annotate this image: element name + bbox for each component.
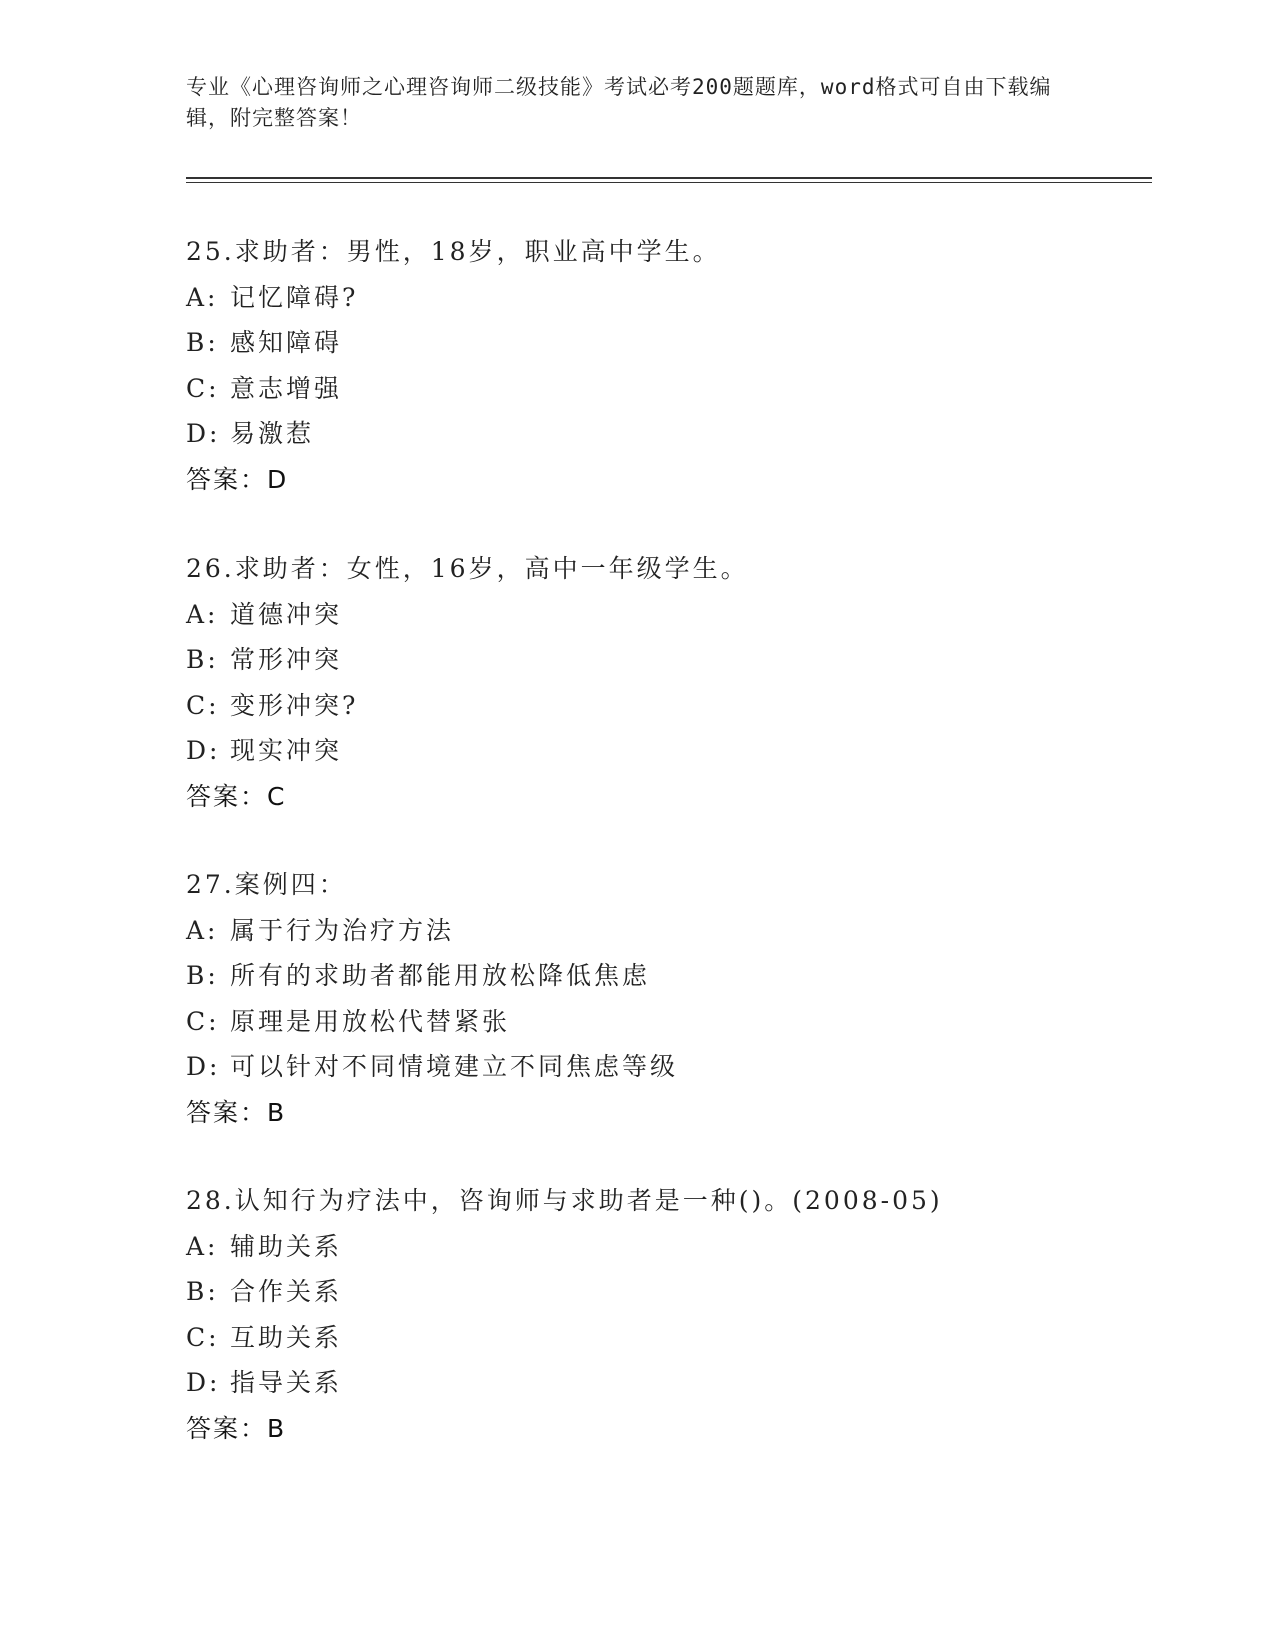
- option-letter: A:: [186, 1231, 219, 1261]
- option-text: 变形冲突?: [230, 690, 359, 720]
- option-b: [186, 1269, 1146, 1315]
- option-letter: B:: [186, 645, 219, 674]
- question-26: [186, 546, 1146, 819]
- option-text: 原理是用放松代替紧张: [230, 1006, 511, 1036]
- question-25: [186, 229, 1146, 502]
- header-divider-thin: [186, 182, 1152, 183]
- option-letter: C:: [186, 690, 220, 720]
- document-header: 专业《心理咨询师之心理咨询师二级技能》考试必考200题题库，word格式可自由下载编辑，附完整答案！: [186, 75, 1052, 130]
- question-stem: 27.案例四：: [186, 870, 347, 899]
- answer-line: 答案：D: [186, 464, 289, 494]
- option-b: [186, 953, 1146, 999]
- option-letter: A:: [186, 282, 219, 312]
- option-a: [186, 1224, 1146, 1270]
- option-text: 属于行为治疗方法: [230, 915, 455, 945]
- answer-line: 答案：C: [186, 781, 287, 811]
- option-letter: A:: [186, 599, 219, 629]
- option-text: 合作关系: [230, 1277, 343, 1306]
- option-letter: B:: [186, 328, 219, 357]
- option-text: 可以针对不同情境建立不同焦虑等级: [230, 1052, 679, 1081]
- option-a: [186, 908, 1146, 954]
- answer-line: 答案：B: [186, 1097, 287, 1127]
- option-d: [186, 728, 1146, 774]
- option-letter: D:: [186, 419, 221, 448]
- option-letter: C:: [186, 373, 220, 403]
- option-text: 易激惹: [230, 419, 315, 448]
- option-text: 指导关系: [230, 1368, 343, 1397]
- question-stem: 26.求助者：女性，16岁，高中一年级学生。: [186, 554, 749, 583]
- option-b: [186, 637, 1146, 683]
- header-divider-thick: [186, 177, 1152, 179]
- option-d: [186, 411, 1146, 457]
- option-letter: B:: [186, 1277, 219, 1306]
- option-c: [186, 366, 1146, 412]
- option-c: [186, 1315, 1146, 1361]
- option-d: [186, 1044, 1146, 1090]
- question-stem: 28.认知行为疗法中，咨询师与求助者是一种()。(2008-05): [186, 1186, 943, 1215]
- option-letter: A:: [186, 915, 219, 945]
- option-text: 现实冲突: [230, 736, 343, 765]
- option-c: [186, 999, 1146, 1045]
- option-d: [186, 1360, 1146, 1406]
- option-text: 常形冲突: [230, 645, 343, 674]
- option-letter: D:: [186, 736, 221, 765]
- option-b: [186, 320, 1146, 366]
- question-28: [186, 1178, 1146, 1451]
- option-text: 感知障碍: [230, 328, 343, 357]
- option-text: 互助关系: [230, 1322, 343, 1352]
- option-text: 意志增强: [230, 373, 343, 403]
- option-letter: B:: [186, 961, 219, 990]
- answer-line: 答案：B: [186, 1413, 287, 1443]
- question-27: [186, 862, 1146, 1135]
- option-text: 记忆障碍?: [230, 282, 359, 312]
- option-c: [186, 683, 1146, 729]
- option-letter: D:: [186, 1368, 221, 1397]
- option-letter: D:: [186, 1052, 221, 1081]
- option-letter: C:: [186, 1322, 220, 1352]
- option-a: [186, 275, 1146, 321]
- option-a: [186, 592, 1146, 638]
- option-text: 道德冲突: [230, 599, 343, 629]
- option-text: 辅助关系: [230, 1231, 343, 1261]
- question-stem: 25.求助者：男性，18岁，职业高中学生。: [186, 237, 721, 266]
- option-text: 所有的求助者都能用放松降低焦虑: [230, 961, 651, 990]
- option-letter: C:: [186, 1006, 220, 1036]
